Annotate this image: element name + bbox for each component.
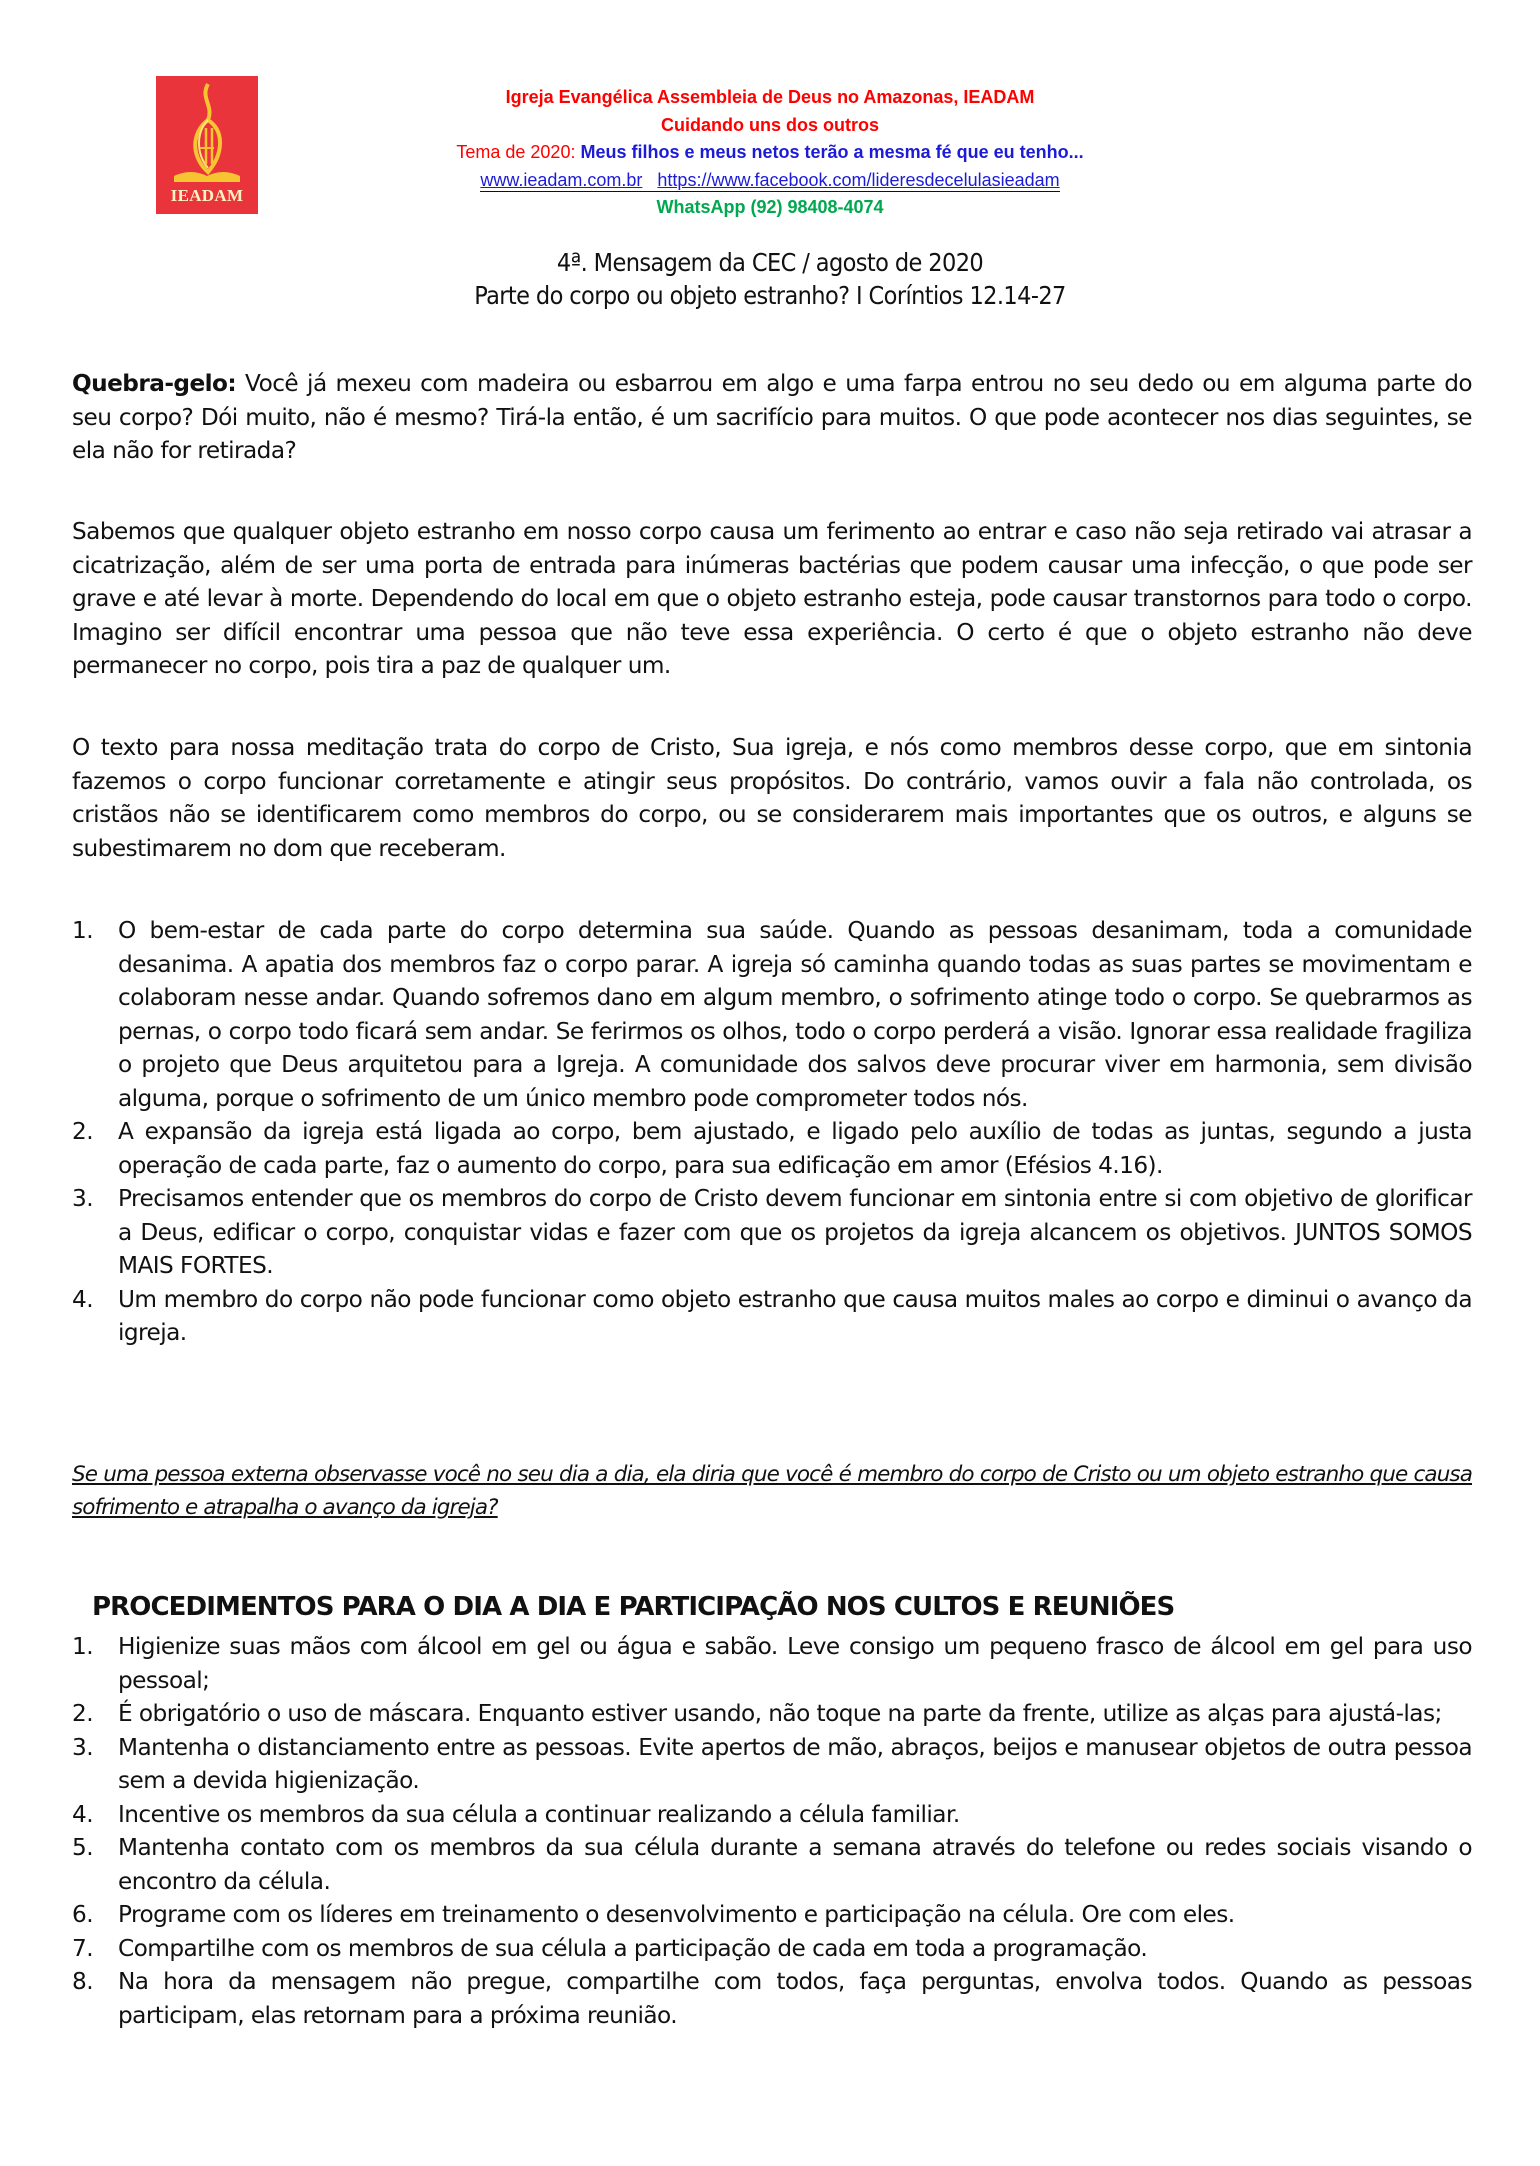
facebook-link[interactable]: https://www.facebook.com/lideresdecelulasieadam [657,169,1060,190]
list-item: 1. Higienize suas mãos com álcool em gel ou água e sabão. Leve consigo um pequeno frasco de álcool em gel para uso pessoal; [72,1633,1472,1694]
document-header [300,84,1240,222]
slogan: Cuidando uns dos outros [661,114,879,135]
whatsapp-contact: WhatsApp (92) 98408-4074 [656,197,884,218]
theme-line [300,139,1240,167]
links-line [480,169,1059,192]
list-item: 8. Na hora da mensagem não pregue, compartilhe com todos, faça perguntas, envolva todos. Quando as pessoas participam, elas retornam para a próxima reunião. [72,1968,1472,2029]
icebreaker-paragraph [72,367,1472,468]
title-line-1: 4ª. Mensagem da CEC / agosto de 2020 [556,248,984,277]
list-item: 2. A expansão da igreja está ligada ao corpo, bem ajustado, e ligado pelo auxílio de todas as juntas, segundo a justa operação de cada parte, faz o aumento do corpo, para sua edificação em amor (Efésios 4.16). [72,1118,1472,1179]
title-line-2: Parte do corpo ou objeto estranho? I Coríntios 12.14-27 [474,281,1066,310]
list-item: 6. Programe com os líderes em treinamento o desenvolvimento e participação na célula. Ore com eles. [72,1901,1235,1928]
body-paragraph-2: O texto para nossa meditação trata do corpo de Cristo, Sua igreja, e nós como membros desse corpo, que em sintonia fazemos o corpo funcionar corretamente e atingir seus propósitos. Do contrário, vamos ouvir a fala não controlada, os cristãos não se identificarem como membros do corpo, ou se considerarem mais importantes que os outros, e alguns se subestimarem no dom que receberam. [72,734,1472,862]
message-title [0,246,1540,312]
theme-label: Tema de 2020: [456,142,576,163]
body-paragraph-1: Sabemos que qualquer objeto estranho em nosso corpo causa um ferimento ao entrar e caso não seja retirado vai atrasar a cicatrização, além de ser uma porta de entrada para inúmeras bactérias que podem causar uma infecção, o que pode ser grave e até levar à morte. Dependendo do local em que o objeto estranho esteja, pode causar transtornos para todo o corpo. Imagino ser difícil encontrar uma pessoa que não teve essa experiência. O certo é que o objeto estranho não deve permanecer no corpo, pois tira a paz de qualquer um. [72,518,1472,679]
list-item: 5. Mantenha contato com os membros da sua célula durante a semana através do telefone ou redes sociais visando o encontro da célula. [72,1834,1472,1895]
list-item: 7. Compartilhe com os membros de sua célula a participação de cada em toda a programação. [72,1934,1148,1962]
list-item: 3. Mantenha o distanciamento entre as pessoas. Evite apertos de mão, abraços, beijos e manusear objetos de outra pessoa sem a devida higienização. [72,1733,1472,1794]
list-item: 4. Um membro do corpo não pode funcionar como objeto estranho que causa muitos males ao corpo e diminui o avanço da igreja. [72,1285,1472,1346]
reflection-question: Se uma pessoa externa observasse você no seu dia a dia, ela diria que você é membro do corpo de Cristo ou um objeto estranho que causa sofrimento e atrapalha o avanço da igreja? [72,1462,1472,1520]
list-item: 4. Incentive os membros da sua célula a continuar realizando a célula familiar. [72,1800,960,1828]
logo-text: IEADAM [170,186,244,205]
icebreaker-text: Você já mexeu com madeira ou esbarrou em algo e uma farpa entrou no seu dedo ou em alguma parte do seu corpo? Dói muito, não é mesmo? Tirá-la então, é um sacrifício para muitos. O que pode acontecer nos dias seguintes, se ela não for retirada? [72,370,1472,464]
theme-text: Meus filhos e meus netos terão a mesma fé que eu tenho... [580,142,1084,163]
icebreaker-label: Quebra-gelo: [72,370,237,397]
list-item: 2. É obrigatório o uso de máscara. Enquanto estiver usando, não toque na parte da frente, utilize as alças para ajustá-las; [72,1700,1442,1727]
ieadam-logo [156,76,258,214]
procedures-list [72,1630,1472,2032]
list-item: 3. Precisamos entender que os membros do corpo de Cristo devem funcionar em sintonia entre si com objetivo de glorificar a Deus, edificar o corpo, conquistar vidas e fazer com que os projetos da igreja alcancem os objetivos. JUNTOS SOMOS MAIS FORTES. [72,1185,1472,1279]
website-link[interactable]: www.ieadam.com.br [480,169,643,190]
church-name: Igreja Evangélica Assembleia de Deus no Amazonas, IEADAM [505,87,1035,107]
list-item: 1. O bem-estar de cada parte do corpo determina sua saúde. Quando as pessoas desanimam, toda a comunidade desanima. A apatia dos membros faz o corpo parar. A igreja só caminha quando todas as suas partes se movimentam e colaboram nesse andar. Quando sofremos dano em algum membro, o sofrimento atinge todo o corpo. Se quebrarmos as pernas, o corpo todo ficará sem andar. Se ferirmos os olhos, todo o corpo perderá a visão. Ignorar essa realidade fragiliza o projeto que Deus arquitetou para a Igreja. A comunidade dos salvos deve procurar viver em harmonia, sem divisão alguma, porque o sofrimento de um único membro pode comprometer todos nós. [72,917,1472,1112]
procedures-heading: PROCEDIMENTOS PARA O DIA A DIA E PARTICIPAÇÃO NOS CULTOS E REUNIÕES [92,1592,1175,1622]
message-points-list [72,914,1472,1350]
